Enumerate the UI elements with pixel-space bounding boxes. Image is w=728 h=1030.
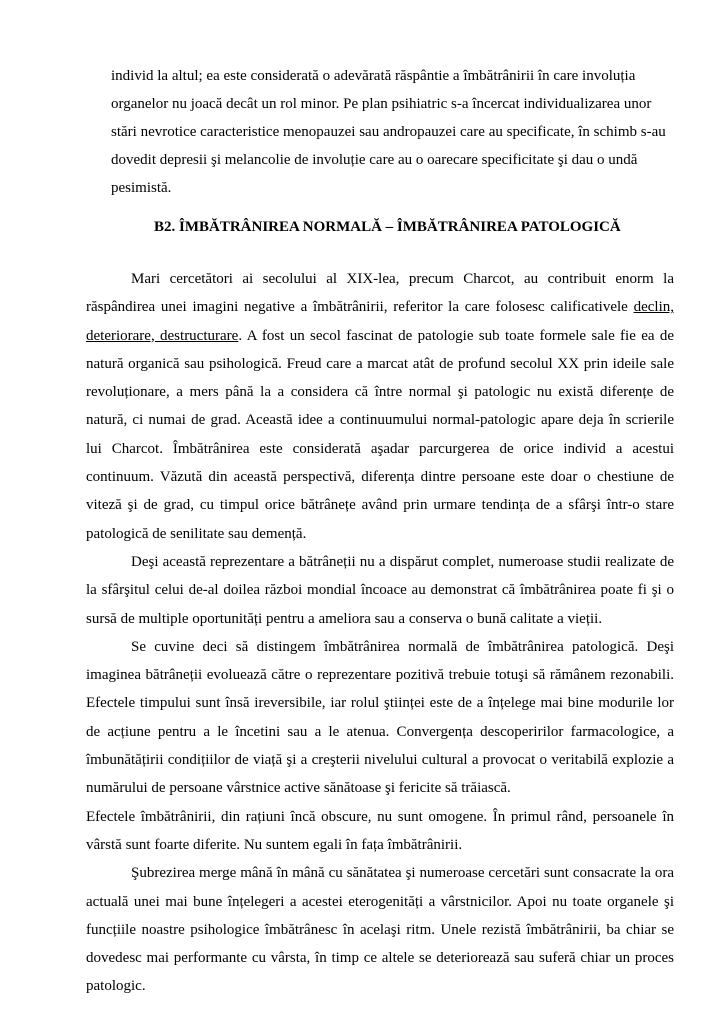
intro-line: individ la altul; ea este considerată o adevărată răspântie a îmbătrânirii în care involuția: [111, 68, 636, 84]
p1-underlined-terms: declin, deteriorare, destructurare: [86, 299, 674, 344]
paragraph-distinction: Se cuvine deci să distingem îmbătrânirea normală de îmbătrânirea patologică. Deşi imaginea bătrâneții evoluează către o reprezentare pozitivă trebuie totuşi să rămânem rezonabili. Efectele timpului sunt însă ireversibile, iar rolul ştiinței este de a înțelege mai bine modurile lor de acțiune pentru a le încetini sau a le atenua. Convergența descoperirilor farmacologice, a îmbunătățirii condițiilor de viață şi a creşterii nivelului cultural a provocat o veritabilă explozie a numărului de persoane vârstnice active sănătoase şi fericite să trăiască.: [86, 638, 674, 797]
paragraph-charcot: [86, 265, 674, 548]
intro-line: organelor nu joacă decât un rol minor. Pe plan psihiatric s-a încercat individualizarea unor: [111, 96, 652, 112]
section-heading: B2. ÎMBĂTRÂNIREA NORMALĂ – ÎMBĂTRÂNIREA PATOLOGICĂ: [154, 219, 621, 235]
paragraph-effects: Efectele îmbătrânirii, din rațiuni încă obscure, nu sunt omogene. În primul rând, persoanele în vârstă sunt foarte diferite. Nu suntem egali în fața îmbătrânirii.: [86, 808, 674, 853]
intro-line: pesimistă.: [111, 180, 172, 196]
body-text: [86, 265, 674, 1001]
paragraph-representation: Deşi această reprezentare a bătrâneții nu a dispărut complet, numeroase studii realizate de la sfârşitul celui de-al doilea război mondial încoace au demonstrat că îmbătrânirea poate fi şi o sursă de multiple oportunități pentru a ameliora sau a conserva o bună calitate a vieții.: [86, 553, 674, 627]
p1-before: Mari cercetători ai secolului al XIX-lea, precum Charcot, au contribuit enorm la răspândirea unei imagini negative a îmbătrânirii, referitor la care folosesc calificativele: [86, 271, 674, 316]
intro-paragraph: [111, 62, 671, 202]
intro-line: stări nevrotice caracteristice menopauzei sau andropauzei care au specificate, în schimb s-au: [111, 124, 666, 140]
intro-line: dovedit depresii şi melancolie de involuție care au o oarecare specificitate şi dau o undă: [111, 152, 638, 168]
paragraph-heterogeneity: Şubrezirea merge mână în mână cu sănătatea şi numeroase cercetări sunt consacrate la ora actuală unei mai bune înțelegeri a acestei eterogenități a vârstnicilor. Apoi nu toate organele şi funcțiile noastre psihologice îmbătrânesc în acelaşi ritm. Unele rezistă îmbătrânirii, ba chiar se dovedesc mai performante cu vârsta, în timp ce altele se deteriorează sau suferă chiar un proces patologic.: [86, 865, 674, 995]
p1-after: . A fost un secol fascinat de patologie sub toate formele sale fie ea de natură organică sau psihologică. Freud care a marcat atât de profund secolul XX prin ideile sale revoluționare, a mers până la a considera că între normal şi patologic nu există diferențe de natură, ci numai de grad. Această idee a continuumului normal-patologic apare deja în scrierile lui Charcot. Îmbătrânirea este considerată aşadar parcurgerea de orice individ a acestui continuum. Văzută din această perspectivă, diferența dintre persoane este doar o chestiune de viteză şi de grad, cu timpul orice bătrânețe având prin urmare tendința de a sfârşi într-o stare patologică de senilitate sau demență.: [86, 327, 674, 542]
